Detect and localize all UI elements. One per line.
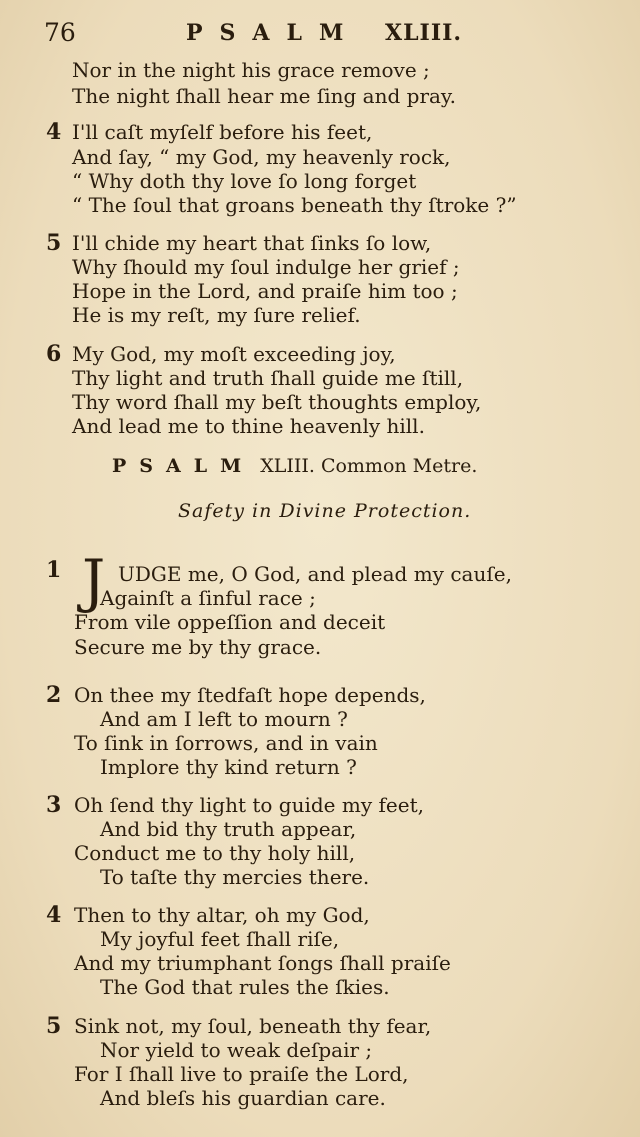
verse-line: My joyful feet ſhall riſe, xyxy=(100,927,340,951)
verse-line: From vile oppeſſion and deceit xyxy=(74,610,386,634)
stanza-number: 2 xyxy=(46,682,62,708)
verse-line: On thee my ſtedfaſt hope depends, xyxy=(74,683,426,707)
verse-line: For I ſhall live to praiſe the Lord, xyxy=(74,1062,409,1086)
psalm-label: PSALM xyxy=(112,455,255,477)
verse-line: “ The ſoul that groans beneath thy ſtroke ?” xyxy=(72,193,517,217)
page-number: 76 xyxy=(44,18,76,47)
verse-line: To taſte thy mercies there. xyxy=(100,865,370,889)
verse-line: And lead me to thine heavenly hill. xyxy=(72,414,425,438)
verse-line: Oh ſend thy light to guide my feet, xyxy=(74,793,424,817)
stanza-number: 5 xyxy=(46,230,62,256)
verse-line: Secure me by thy grace. xyxy=(74,635,322,659)
verse-line: Sink not, my ſoul, beneath thy fear, xyxy=(74,1014,432,1038)
verse-line: Hope in the Lord, and praiſe him too ; xyxy=(72,279,458,303)
running-title-numeral: XLIII. xyxy=(385,20,463,46)
running-title xyxy=(186,20,462,46)
stanza-number: 6 xyxy=(46,341,62,367)
page-header xyxy=(44,18,490,52)
verse-line: Why ſhould my ſoul indulge her grief ; xyxy=(72,255,460,279)
verse-line: Nor in the night his grace remove ; xyxy=(72,58,430,82)
psalm-meter: XLIII. Common Metre. xyxy=(260,455,478,477)
verse-line: And ſay, “ my God, my heavenly rock, xyxy=(72,145,451,169)
verse-line: To ſink in ſorrows, and in vain xyxy=(74,731,378,755)
verse-line: My God, my moſt exceeding joy, xyxy=(72,342,396,366)
verse-line: Then to thy altar, oh my God, xyxy=(74,903,370,927)
psalm-subtitle: Safety in Divine Protection. xyxy=(178,500,472,522)
stanza-number: 1 xyxy=(46,557,62,583)
verse-line: I'll chide my heart that ſinks ſo low, xyxy=(72,231,432,255)
stanza-number: 3 xyxy=(46,792,62,818)
running-title-word: PSALM xyxy=(186,20,361,46)
stanza-number: 4 xyxy=(46,902,62,928)
verse-line: Implore thy kind return ? xyxy=(100,755,357,779)
verse-line: And bleſs his guardian care. xyxy=(100,1086,386,1110)
verse-line: The God that rules the ſkies. xyxy=(100,975,390,999)
verse-line: Conduct me to thy holy hill, xyxy=(74,841,356,865)
verse-line: Againſt a ſinful race ; xyxy=(100,586,316,610)
verse-line: He is my reſt, my ſure relief. xyxy=(72,303,361,327)
verse-line: And bid thy truth appear, xyxy=(100,817,357,841)
stanza-number: 4 xyxy=(46,119,62,145)
drop-cap: J xyxy=(82,547,106,615)
verse-line: And my triumphant ſongs ſhall praiſe xyxy=(74,951,451,975)
stanza-number: 5 xyxy=(46,1013,62,1039)
verse-line: Thy word ſhall my beſt thoughts employ, xyxy=(72,390,482,414)
verse-line: And am I left to mourn ? xyxy=(100,707,348,731)
psalm-heading xyxy=(112,455,477,477)
verse-line: Thy light and truth ſhall guide me ſtill, xyxy=(72,366,464,390)
verse-line: “ Why doth thy love ſo long forget xyxy=(72,169,417,193)
verse-line: Nor yield to weak deſpair ; xyxy=(100,1038,373,1062)
verse-line: UDGE me, O God, and plead my cauſe, xyxy=(118,562,512,586)
verse-line: I'll caſt myſelf before his feet, xyxy=(72,120,373,144)
verse-line: The night ſhall hear me ſing and pray. xyxy=(72,84,456,108)
